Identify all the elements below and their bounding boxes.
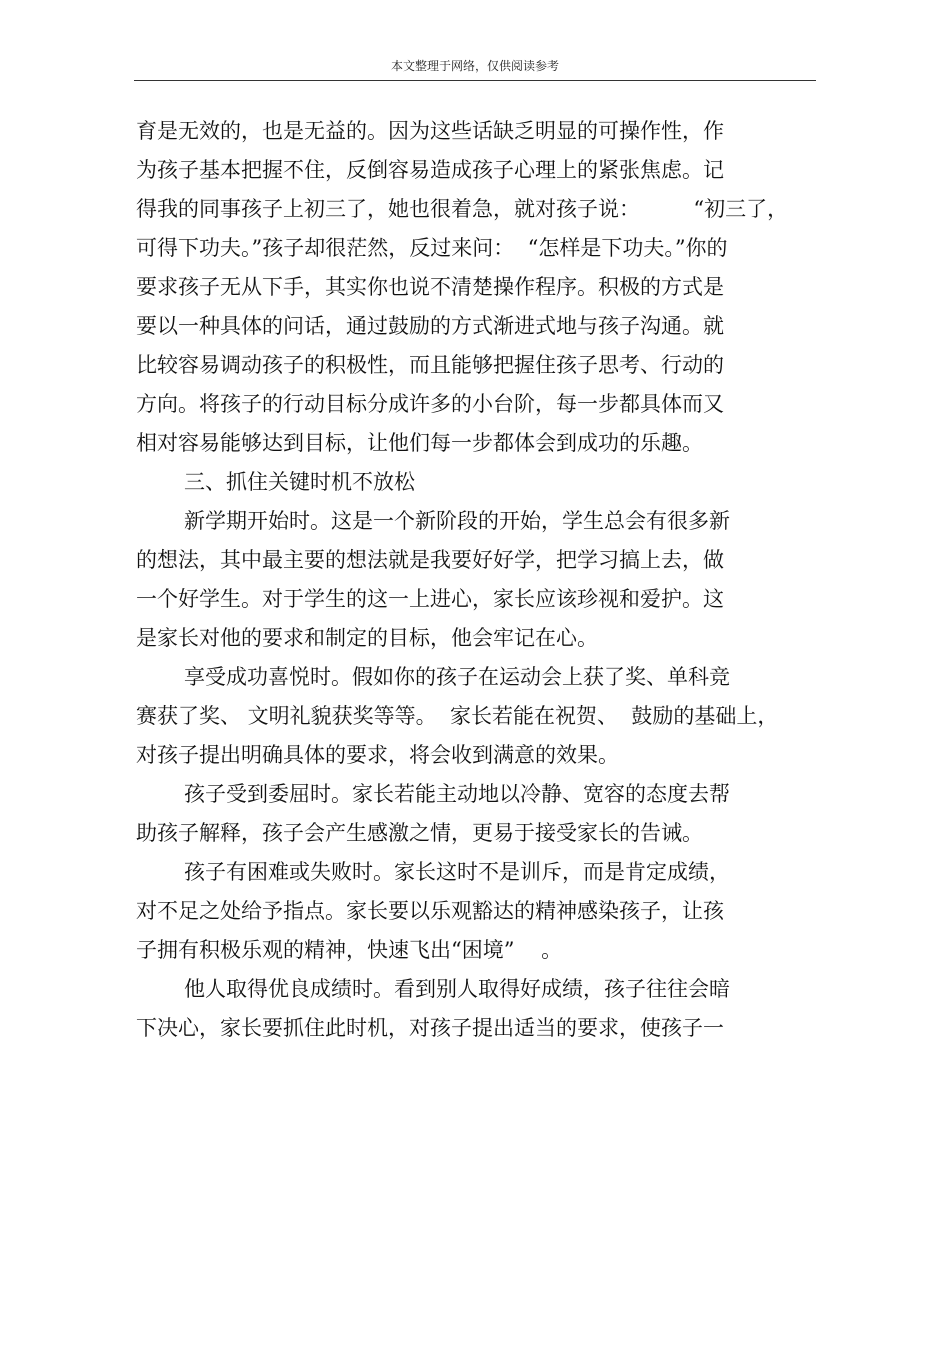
paragraph-first-line: 孩子有困难或失败时。家长这时不是训斥，而是肯定成绩， bbox=[184, 860, 730, 884]
text-line: 可得下功夫。”孩子却很茫然，反过来问： “怎样是下功夫。”你的 bbox=[136, 236, 728, 260]
paragraph-first-line: 享受成功喜悦时。假如你的孩子在运动会上获了奖、单科竞 bbox=[184, 665, 730, 689]
paragraph-first-line: 孩子受到委屈时。家长若能主动地以冷静、宽容的态度去帮 bbox=[184, 782, 730, 806]
text-line: 赛获了奖、 文明礼貌获奖等等。 家长若能在祝贺、 鼓励的基础上， bbox=[136, 704, 779, 728]
page-header-note: 本文整理于网络，仅供阅读参考 bbox=[390, 59, 559, 73]
text-line: 一个好学生。对于学生的这一上进心，家长应该珍视和爱护。这 bbox=[136, 587, 724, 611]
header-divider bbox=[134, 80, 816, 81]
text-line: 比较容易调动孩子的积极性，而且能够把握住孩子思考、行动的 bbox=[136, 353, 724, 377]
text-line: 下决心，家长要抓住此时机，对孩子提出适当的要求，使孩子一 bbox=[136, 1016, 724, 1040]
paragraph-first-line: 新学期开始时。这是一个新阶段的开始，学生总会有很多新 bbox=[184, 509, 730, 533]
paragraph-first-line: 三、抓住关键时机不放松 bbox=[184, 470, 415, 494]
text-line: 是家长对他的要求和制定的目标，他会牢记在心。 bbox=[136, 626, 598, 650]
text-line: 为孩子基本把握不住，反倒容易造成孩子心理上的紧张焦虑。记 bbox=[136, 158, 724, 182]
text-line: 方向。将孩子的行动目标分成许多的小台阶，每一步都具体而又 bbox=[136, 392, 724, 416]
document-body bbox=[136, 112, 836, 1048]
text-line: 得我的同事孩子上初三了，她也很着急，就对孩子说： “初三了， bbox=[136, 197, 789, 221]
text-line: 子拥有积极乐观的精神，快速飞出“困境” 。 bbox=[136, 938, 563, 962]
text-line: 对孩子提出明确具体的要求，将会收到满意的效果。 bbox=[136, 743, 619, 767]
text-line: 相对容易能够达到目标，让他们每一步都体会到成功的乐趣。 bbox=[136, 431, 703, 455]
paragraph-first-line: 他人取得优良成绩时。看到别人取得好成绩，孩子往往会暗 bbox=[184, 977, 730, 1001]
text-line: 助孩子解释，孩子会产生感激之情，更易于接受家长的告诫。 bbox=[136, 821, 703, 845]
text-line: 的想法，其中最主要的想法就是我要好好学，把学习搞上去，做 bbox=[136, 548, 724, 572]
text-line: 对不足之处给予指点。家长要以乐观豁达的精神感染孩子，让孩 bbox=[136, 899, 724, 923]
text-line: 要以一种具体的问话，通过鼓励的方式渐进式地与孩子沟通。就 bbox=[136, 314, 724, 338]
text-line: 要求孩子无从下手，其实你也说不清楚操作程序。积极的方式是 bbox=[136, 275, 724, 299]
text-line: 育是无效的，也是无益的。因为这些话缺乏明显的可操作性，作 bbox=[136, 119, 724, 143]
